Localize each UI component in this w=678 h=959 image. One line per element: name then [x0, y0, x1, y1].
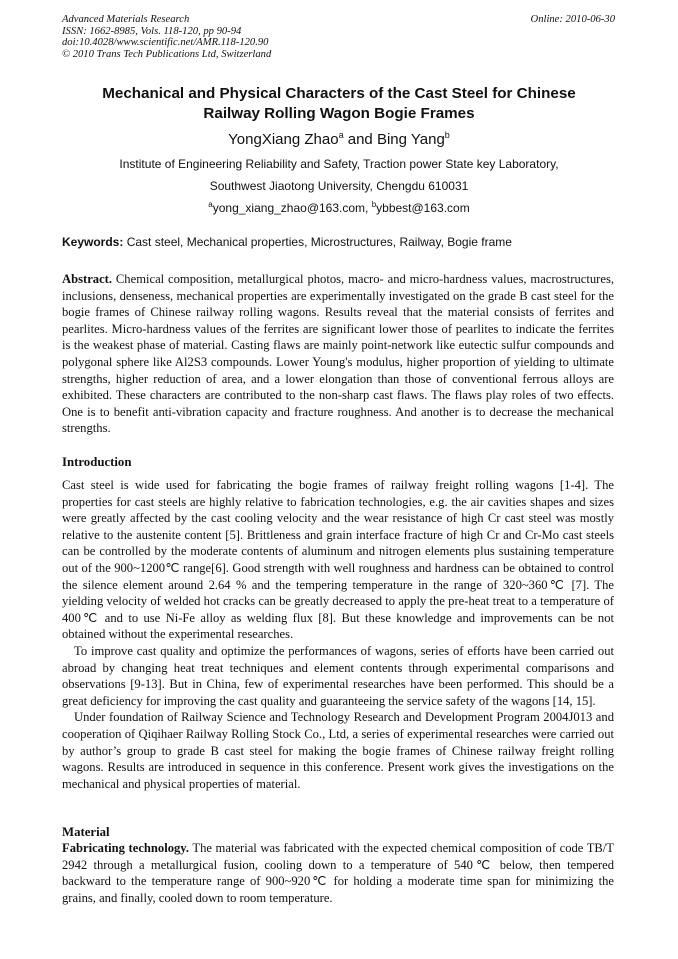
title-line-1: Mechanical and Physical Characters of the Cast Steel for Chinese	[102, 85, 576, 102]
abstract	[62, 271, 614, 437]
keywords	[62, 234, 616, 250]
keywords-label: Keywords:	[62, 235, 124, 249]
email-line	[62, 200, 616, 216]
intro-paragraph-1: Cast steel is wide used for fabricating the bogie frames of railway freight rolling wagons [1-4]. The properties for cast steels are highly relative to fabrication technologies, e.g. the air cavities shapes and sizes were greatly affected by the cast cooling velocity and the wear resistance of high Cr cast steel was mostly relative to the austenite content [5]. Brittleness and grain interface fracture of high Cr and Cr-Mo cast steels can be controlled by the moderate contents of aluminum and nitrogen elements plus sustaining temperature out of the 900~1200℃ range[6]. Good strength with well roughness and hardness can be obtained to control the silence element around 2.64 % and the tempering temperature in the range of 320~360℃ [7]. The yielding velocity of welded hot cracks can be greatly decreased to apply the pre-heat treat to a temperature of 400℃ and to use Ni-Fe alloy as welding flux [8]. But these knowledge and improvements can be not obtained without the experimental researches.	[62, 478, 614, 642]
abstract-label: Abstract.	[62, 272, 113, 286]
copyright-line: © 2010 Trans Tech Publications Ltd, Switzerland	[62, 48, 272, 60]
email-2[interactable]: ybbest@163.com	[376, 201, 470, 215]
email-2-mark: b	[371, 200, 377, 209]
author-2-mark: b	[444, 130, 450, 140]
introduction-body	[62, 477, 614, 792]
author-list	[62, 130, 616, 150]
email-1[interactable]: yong_xiang_zhao@163.com,	[212, 201, 372, 215]
author-1-mark: a	[338, 130, 344, 140]
journal-header	[62, 14, 271, 60]
author-conjunction: and	[343, 131, 377, 148]
affiliation-line-2: Southwest Jiaotong University, Chengdu 610031	[209, 179, 469, 193]
paper-title	[62, 84, 616, 124]
keywords-text: Cast steel, Mechanical properties, Microstructures, Railway, Bogie frame	[123, 235, 512, 249]
title-line-2: Railway Rolling Wagon Bogie Frames	[203, 105, 475, 122]
email-1-mark: a	[208, 200, 213, 209]
intro-paragraph-2: To improve cast quality and optimize the performances of wagons, series of efforts have been carried out abroad by changing heat treat techniques and element contents through experimental comparisons and observations [9-13]. But in China, few of experimental researches have been performed. This should be a great deficiency for improving the cast quality and guaranteeing the service safety of the wagons [14, 15].	[62, 643, 614, 708]
author-1: YongXiang Zhao	[228, 131, 339, 148]
material-heading: Material	[62, 825, 110, 839]
abstract-text: Chemical composition, metallurgical photos, macro- and micro-hardness values, macrostructures, inclusions, denseness, mechanical properties are experimentally investigated on the grade B cast steel for the bogie frames of Chinese railway rolling wagons. Results reveal that the material consists of ferrites and pearlites. Micro-hardness values of the ferrites are significant lower those of pearlites to indicate the ferrites is the weakest phase of material. Casting flaws are mainly point-network like eutectic sulfur compounds and polygonal sphere like Al2S3 compounds. Lower Young's modulus, higher proportion of yielding to ultimate strengths, higher reduction of area, and a lower elongation than those of conventional ferrous alloys are exhibited. These characters are contributed to the non-sharp cast flaws. The flaws play roles of two effects. One is to benefit anti-vibration capacity and fracture roughness. And another is to decrease the mechanical strengths.	[62, 272, 614, 436]
introduction-heading: Introduction	[62, 455, 132, 469]
issn-line: ISSN: 1662-8985, Vols. 118-120, pp 90-94	[62, 25, 242, 37]
material-body	[62, 840, 614, 906]
fabricating-technology-label: Fabricating technology.	[62, 841, 190, 855]
online-date: Online: 2010-06-30	[530, 14, 615, 25]
affiliation-line-1: Institute of Engineering Reliability and Safety, Traction power State key Laboratory,	[119, 157, 559, 171]
author-2: Bing Yang	[376, 131, 445, 148]
intro-paragraph-3: Under foundation of Railway Science and Technology Research and Development Program 2004J013 and cooperation of Qiqihaer Railway Rolling Stock Co., Ltd, a series of experimental researches were carried out by author’s group to grade B cast steel for making the bogie frames of Chinese railway freight rolling wagons. Results are introduced in sequence in this conference. Present work gives the investigations on the mechanical and physical properties of material.	[62, 710, 614, 791]
doi-line[interactable]: doi:10.4028/www.scientific.net/AMR.118-120.90	[62, 37, 269, 49]
journal-name: Advanced Materials Research	[62, 14, 190, 25]
fabricating-technology-text: The material was fabricated with the expected chemical composition of code TB/T 2942 through a metallurgical fusion, cooling down to a temperature of 540℃ below, then tempered backward to the temperature range of 900~920℃ for holding a moderate time span for minimizing the grains, and finally, cooled down to room temperature.	[62, 841, 614, 905]
